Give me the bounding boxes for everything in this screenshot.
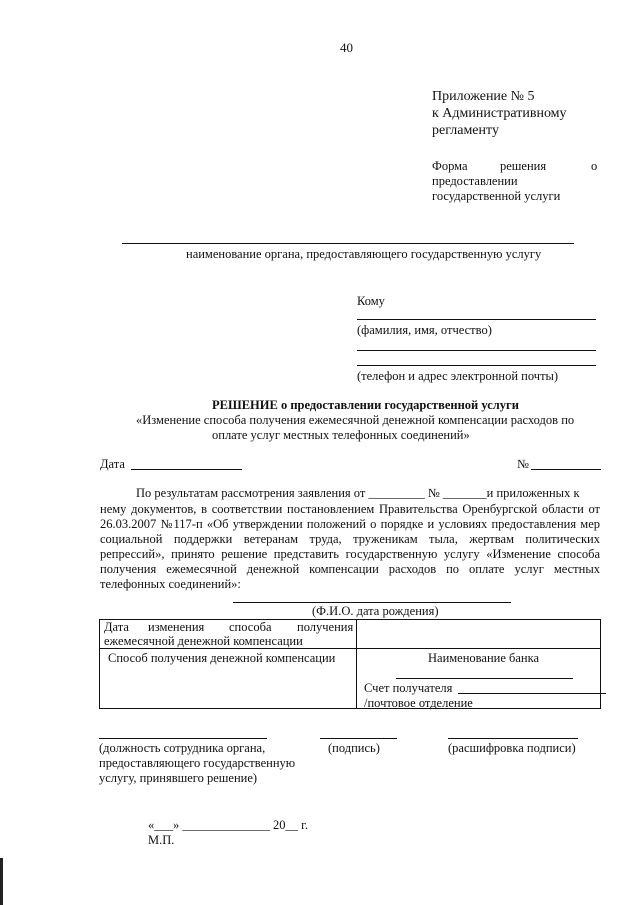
decoding-sign-line[interactable]: [448, 738, 578, 739]
body-line-1: По результатам рассмотрения заявления от _________ № _______и приложенных к: [136, 486, 580, 500]
scan-edge-mark: [0, 858, 3, 905]
fio-line: [233, 602, 511, 603]
table-account-label: Счет получателя: [364, 681, 453, 695]
recipient-name-caption: (фамилия, имя, отчество): [357, 323, 492, 337]
form-label-word-1: Форма: [432, 159, 468, 173]
date-label: Дата: [100, 457, 125, 471]
org-caption: наименование органа, предоставляющего государственную услугу: [186, 247, 542, 261]
table-bank-label: Наименование банка: [428, 651, 540, 665]
table-account-line[interactable]: [458, 693, 606, 694]
body-line-4: социальной поддержки ветеранам труда, труженикам тыла, жертвам политических: [100, 532, 600, 546]
stamp-label: М.П.: [148, 833, 175, 847]
table-col-divider: [356, 619, 357, 709]
table-date-change-w1: Дата: [104, 620, 129, 634]
number-field-line[interactable]: [531, 469, 601, 470]
recipient-name-line: [357, 319, 596, 320]
table-date-change-w4: получения: [297, 620, 354, 634]
table-method-label: Способ получения денежной компенсации: [108, 651, 336, 665]
body-line-6: получения ежемесячной денежной компенсации расходов по оплате услуг местных: [100, 562, 600, 576]
signature-position-line-1: (должность сотрудника органа,: [99, 741, 266, 755]
decision-subtitle-line-3: оплате услуг местных телефонных соединений»: [212, 428, 470, 442]
appendix-line-2: к Административному: [432, 106, 567, 121]
signature-sign-line[interactable]: [320, 738, 397, 739]
recipient-contact-line: [357, 365, 596, 366]
table-date-change-line-2: ежемесячной денежной компенсации: [104, 634, 303, 648]
body-line-2: нему документов, в соответствии постановлением Правительства Оренбургской области от: [100, 502, 600, 516]
signature-caption: (подпись): [328, 741, 380, 755]
body-line-7: телефонных соединений»:: [100, 577, 241, 591]
body-line-5: репрессий», принято решение представить государственную услугу «Изменение способа: [100, 547, 600, 561]
table-post-label: /почтовое отделение: [364, 696, 473, 710]
appendix-line-3: регламенту: [432, 123, 499, 138]
page-number: 40: [340, 40, 353, 55]
date-field-line[interactable]: [131, 469, 242, 470]
form-label-line-2: предоставлении: [432, 174, 518, 188]
decision-subtitle-line-2: «Изменение способа получения ежемесячной денежной компенсации расходов по: [136, 413, 575, 427]
number-label: №: [517, 457, 529, 471]
recipient-to-label: Кому: [357, 294, 385, 308]
signature-position-line-2: предоставляющего государственную: [99, 756, 296, 770]
table-date-change-w3: способа: [229, 620, 272, 634]
org-name-line: [122, 243, 574, 244]
form-label-word-2: решения: [500, 159, 547, 173]
recipient-contact-caption: (телефон и адрес электронной почты): [357, 369, 559, 383]
signature-decoding-caption: (расшифровка подписи): [448, 741, 576, 755]
decision-title: РЕШЕНИЕ о предоставлении государственной услуги: [212, 398, 519, 412]
footer-date: «___» ______________ 20__ г.: [148, 818, 308, 832]
form-label-word-3: о: [591, 159, 598, 173]
table-bank-line[interactable]: [396, 678, 573, 679]
position-sign-line[interactable]: [99, 738, 267, 739]
fio-caption: (Ф.И.О. дата рождения): [312, 604, 439, 618]
body-line-3: 26.03.2007 №117-п «Об утверждении положений о порядке и условиях предоставления мер: [100, 517, 600, 531]
recipient-extra-line: [357, 350, 596, 351]
table-date-change-w2: изменения: [148, 620, 205, 634]
appendix-line-1: Приложение № 5: [432, 89, 535, 104]
form-label-line-3: государственной услуги: [432, 189, 561, 203]
signature-position-line-3: услугу, принявшего решение): [99, 771, 258, 785]
